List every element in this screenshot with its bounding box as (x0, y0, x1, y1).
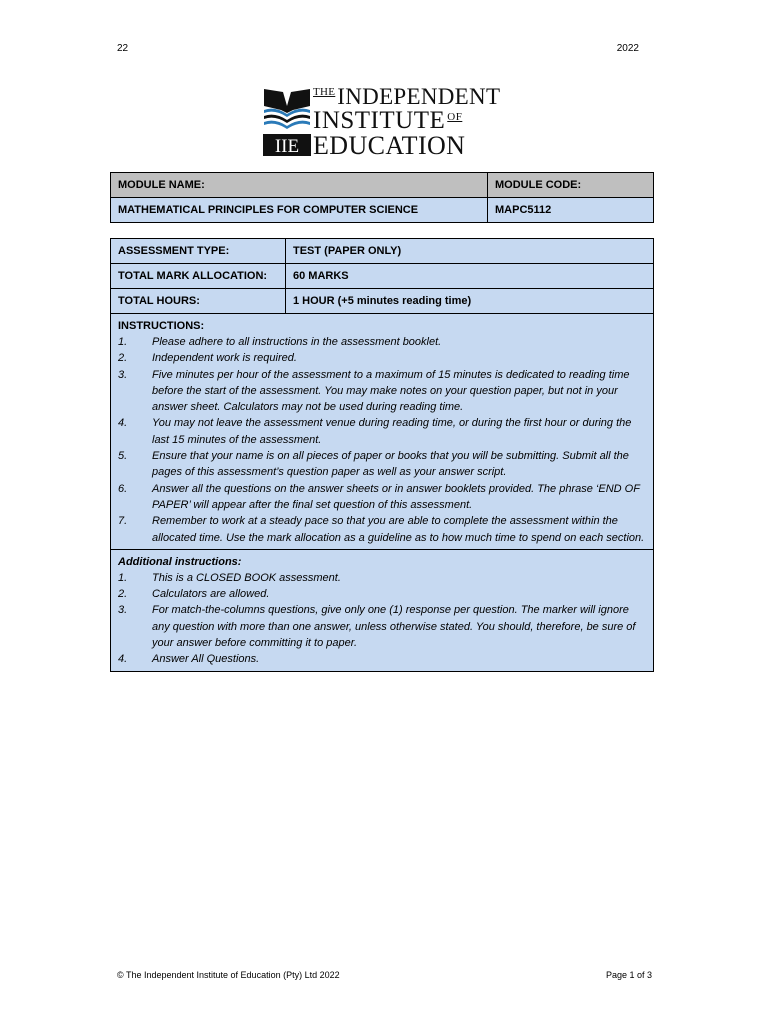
total-mark-value: 60 MARKS (286, 264, 654, 289)
list-item: 2. Calculators are allowed. (118, 588, 270, 601)
logo-of: OF (447, 111, 463, 123)
list-item: 4. Answer All Questions. (118, 653, 260, 666)
instructions-list (118, 334, 646, 546)
header-year: 2022 (616, 43, 639, 54)
list-item: 1. This is a CLOSED BOOK assessment. (118, 571, 341, 584)
header-page-number: 22 (117, 43, 129, 54)
footer-copyright: © The Independent Institute of Education (Pty) Ltd 2022 (117, 970, 340, 980)
list-item: 6. Answer all the questions on the answer sheets or in answer booklets provided. The phrase ‘END OF PAPER’ will appear after the final set question of this assessment. (118, 482, 640, 511)
list-item: 1. Please adhere to all instructions in the assessment booklet. (118, 336, 442, 348)
list-item: 3. Five minutes per hour of the assessment to a maximum of 15 minutes is dedicated to reading time before the start of the assessment. You may make notes on your question paper, but not in your answer sheet. Calculators may not be used during reading time. (118, 368, 630, 414)
total-hours-label: TOTAL HOURS: (111, 289, 286, 314)
module-code-label: MODULE CODE: (488, 173, 654, 198)
logo-independent: INDEPENDENT (337, 84, 501, 109)
logo-the: THE (313, 86, 336, 98)
module-code-value: MAPC5112 (488, 198, 654, 223)
list-item: 7. Remember to work at a steady pace so that you are able to complete the assessment within the allocated time. Use the mark allocation as a guideline as to how much time to spend on each section. (118, 515, 645, 544)
instructions-title: INSTRUCTIONS: (118, 320, 205, 332)
additional-instructions-list (118, 570, 646, 668)
svg-text:IIE: IIE (274, 136, 300, 156)
additional-instructions-section (111, 549, 654, 671)
iie-logo (263, 84, 508, 158)
additional-instructions-title: Additional instructions: (118, 555, 242, 568)
assessment-type-label: ASSESSMENT TYPE: (111, 239, 286, 264)
list-item: 4. You may not leave the assessment venue during reading time, or during the first hour or during the last 15 minutes of the assessment. (118, 417, 632, 446)
logo-institute: INSTITUTE (313, 107, 446, 134)
module-table (110, 172, 654, 223)
list-item: 3. For match-the-columns questions, give only one (1) response per question. The marker will ignore any question with more than one answer, unless otherwise stated. You should, therefore, be sure of your answer before committing it to paper. (118, 604, 636, 650)
list-item: 5. Ensure that your name is on all pieces of paper or books that you will be submitting. Submit all the pages of this assessment’s question paper as well as your answer script. (118, 450, 629, 479)
footer-page-info: Page 1 of 3 (605, 970, 652, 980)
assessment-table (110, 238, 654, 672)
logo-education: EDUCATION (313, 131, 466, 160)
book-emblem-icon (263, 86, 311, 156)
assessment-type-value: TEST (PAPER ONLY) (286, 239, 654, 264)
total-hours-value: 1 HOUR (+5 minutes reading time) (286, 289, 654, 314)
list-item: 2. Independent work is required. (118, 352, 297, 365)
module-name-label: MODULE NAME: (111, 173, 488, 198)
instructions-section (111, 314, 654, 550)
total-mark-label: TOTAL MARK ALLOCATION: (111, 264, 286, 289)
module-name-value: MATHEMATICAL PRINCIPLES FOR COMPUTER SCIENCE (111, 198, 488, 223)
